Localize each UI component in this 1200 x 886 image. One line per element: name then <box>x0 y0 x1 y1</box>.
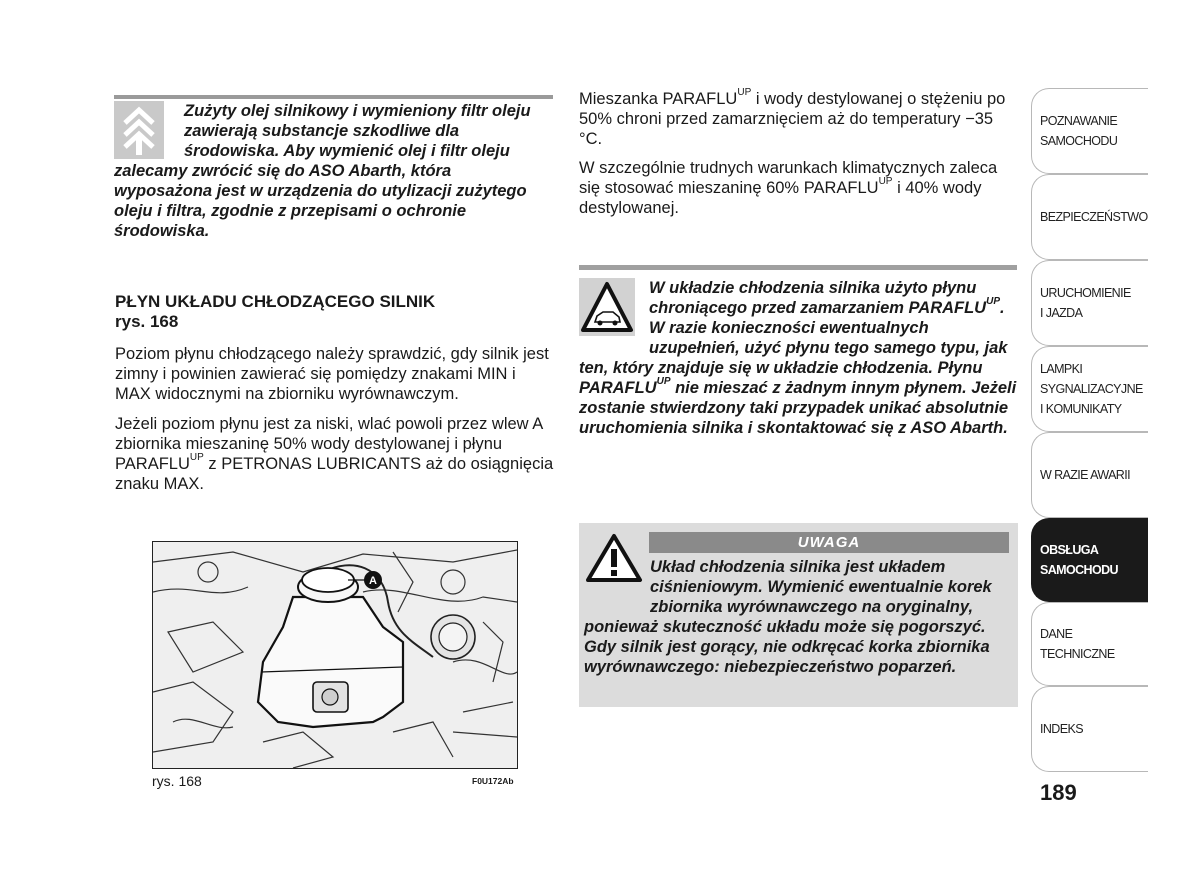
environment-note-icon-space <box>114 101 164 157</box>
tab-w-razie-awarii[interactable]: W RAZIE AWARII <box>1031 432 1148 518</box>
figure-caption: rys. 168 <box>152 773 202 789</box>
paragraph-mixture: Mieszanka $PARAFLU^{UP}$ i wody destylowanej o stężeniu po 50% chroni przed zamarznięciem aż do temperatury −35 °C. <box>579 87 1006 148</box>
caution-title: UWAGA <box>649 532 1009 553</box>
coolant-reservoir-illustration <box>153 542 517 768</box>
car-warning-icon-space <box>579 278 637 344</box>
callout-label-a: A <box>369 575 377 587</box>
recycle-chevron-icon <box>114 101 164 159</box>
paragraph-topping-up: Jeżeli poziom płynu jest za niski, wlać powoli przez wlew A zbiornika mieszaninę 50% wody destylowanej i płynu $PARAFLU^{UP}$ z PETRONAS LUBRICANTS aż do osiągnięcia znaku MAX. <box>115 415 554 493</box>
section-title <box>115 292 555 332</box>
tab-indeks[interactable]: INDEKS <box>1031 686 1148 772</box>
note-divider <box>114 95 553 99</box>
paragraph-level-check: Poziom płynu chłodzącego należy sprawdzić, gdy silnik jest zimny i powinien zawierać się pomiędzy znakami MIN i MAX widocznymi na zbiorniku wyrównawczym. <box>115 345 549 403</box>
caution-text: Układ chłodzenia silnika jest układem ciśnieniowym. Wymienić ewentualnie korek zbiornika wyrównawczego na oryginalny, ponieważ skuteczność układu może się pogorszyć. Gdy silnik jest gorący, nie odkręcać korka zbiornika wyrównawczego: niebezpieczeństwo poparzeń. <box>584 558 992 676</box>
engine-bay-figure <box>152 541 518 769</box>
figure-code: F0U172Ab <box>472 776 514 786</box>
car-warning-text: W układzie chłodzenia silnika użyto płynu chroniącego przed zamarzaniem $PARAFLU^{UP}$. W razie konieczności ewentualnych uzupełnień, użyć płynu tego samego typu, jak ten, który znajduje się w układzie chłodzenia. Płynu $PARAFLU^{UP}$ nie mieszać z żadnym innym płynem. Jeżeli zostanie stwierdzony taki przypadek unikać absolutnie uruchomienia silnika i skontaktować się z ASO Abarth. <box>579 279 1017 437</box>
tab-bezpieczenstwo[interactable]: BEZPIECZEŃSTWO <box>1031 174 1148 260</box>
tab-dane-techniczne[interactable]: DANE TECHNICZNE <box>1031 602 1148 686</box>
section-title-text: PŁYN UKŁADU CHŁODZĄCEGO SILNIK <box>115 292 436 311</box>
tab-uruchomienie-i-jazda[interactable]: URUCHOMIENIE I JAZDA <box>1031 260 1148 346</box>
tab-poznawanie-samochodu[interactable]: POZNAWANIE SAMOCHODU <box>1031 88 1148 174</box>
caution-box <box>579 523 1018 707</box>
tab-obsluga-samochodu[interactable]: OBSŁUGA SAMOCHODU <box>1031 518 1148 602</box>
paragraph-harsh-climate: W szczególnie trudnych warunkach klimatycznych zaleca się stosować mieszaninę 60% $PARAFLU^{UP}$ i 40% wody destylowanej. <box>579 159 998 217</box>
tab-lampki-sygnalizacyjne[interactable]: LAMPKI SYGNALIZACYJNE I KOMUNIKATY <box>1031 346 1148 432</box>
section-figure-ref: rys. 168 <box>115 312 179 331</box>
page-number: 189 <box>1040 780 1077 805</box>
environment-note-text: Zużyty olej silnikowy i wymieniony filtr oleju zawierają substancje szkodliwe dla środowiska. Aby wymienić olej i filtr oleju zalecamy zwrócić się do ASO Abarth, która wyposażona jest w urządzenia do utylizacji zużytego oleju i filtra, zgodnie z przepisami o ochronie środowiska. <box>114 102 531 240</box>
car-warning-triangle-icon <box>579 278 635 336</box>
note-divider <box>579 265 1017 270</box>
